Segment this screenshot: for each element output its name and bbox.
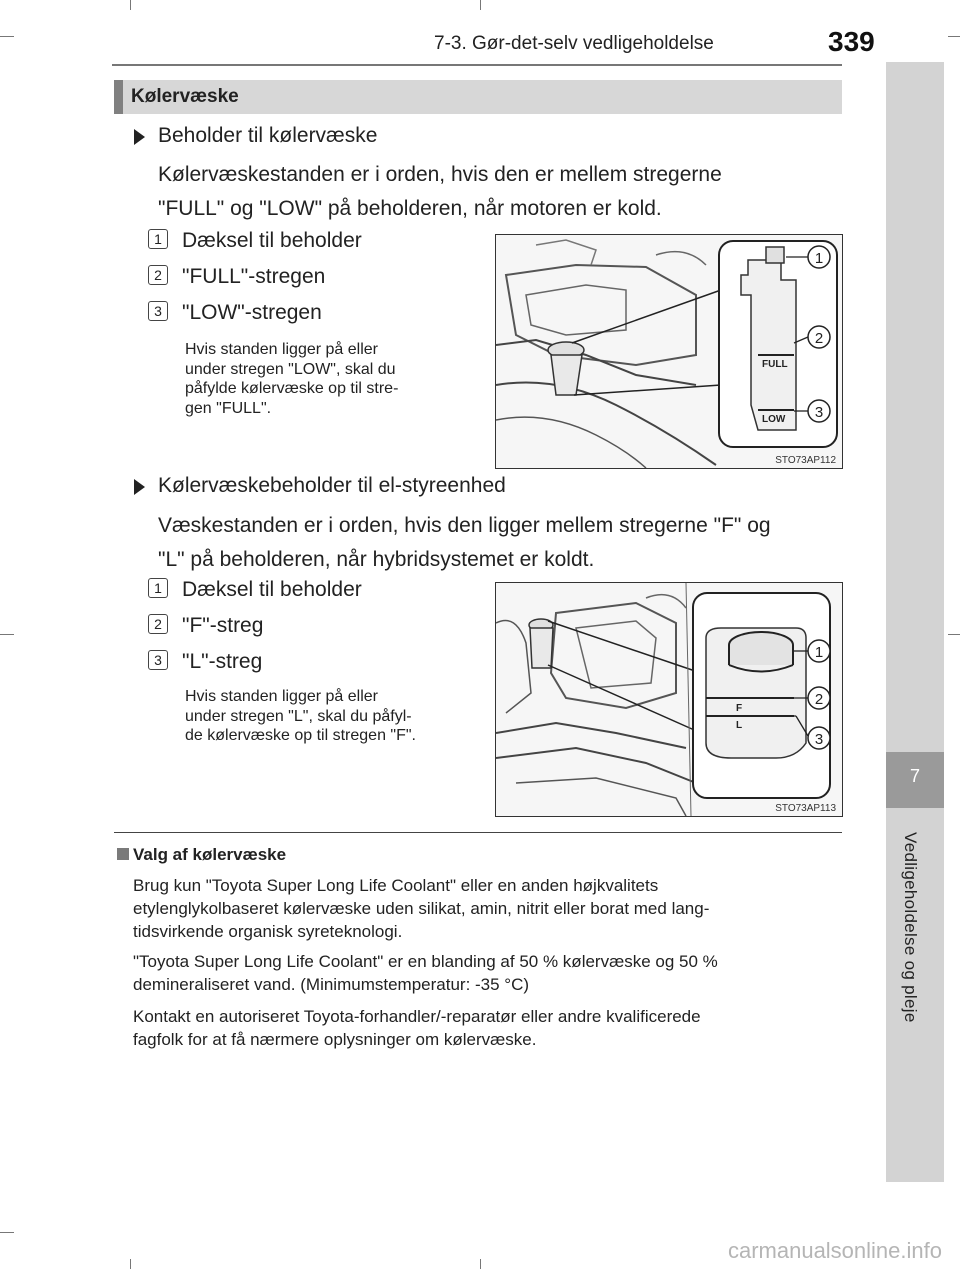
paragraph-line: "FULL" og "LOW" på beholderen, når motoren er kold.	[158, 197, 662, 220]
item-label: "L"-streg	[182, 650, 263, 673]
crop-mark	[948, 634, 960, 635]
engine-bay-illustration	[496, 583, 842, 816]
item-number-badge: 2	[148, 614, 168, 634]
page-number: 339	[828, 26, 875, 57]
item-label: Dæksel til beholder	[182, 578, 362, 601]
callout-number: 3	[814, 404, 824, 421]
section-title: Kølervæske	[131, 86, 239, 107]
note-line: Hvis standen ligger på eller	[185, 341, 378, 358]
item-label: "F"-streg	[182, 614, 264, 637]
header-section-title: 7-3. Gør-det-selv vedligeholdelse	[434, 33, 714, 54]
section-title-accent	[114, 80, 123, 114]
bullet-heading-inverter-reservoir: Kølervæskebeholder til el-styreenhed	[158, 474, 506, 497]
note-line: påfylde kølervæske op til stre-	[185, 380, 399, 397]
crop-mark	[0, 36, 14, 37]
crop-mark	[0, 1232, 14, 1233]
block2-paragraph	[158, 509, 838, 577]
engine-bay-illustration	[496, 235, 842, 468]
header-divider	[112, 64, 842, 66]
bullet-triangle-icon	[134, 479, 145, 495]
item-label: "LOW"-stregen	[182, 301, 322, 324]
paragraph-line: tidsvirkende organisk syreteknologi.	[133, 922, 403, 941]
low-mark-label: LOW	[762, 414, 786, 425]
callout-number: 3	[814, 731, 824, 748]
item-number-badge: 2	[148, 265, 168, 285]
block2-note	[185, 687, 470, 746]
figure-code: STO73AP113	[775, 803, 836, 814]
coolant-paragraph-1	[133, 874, 838, 943]
coolant-paragraph-2	[133, 950, 838, 996]
paragraph-line: demineraliseret vand. (Minimumstemperatur: -35 °C)	[133, 975, 530, 994]
callout-number: 2	[814, 330, 824, 347]
crop-mark	[480, 0, 481, 10]
paragraph-line: "Toyota Super Long Life Coolant" er en blanding af 50 % kølervæske og 50 %	[133, 952, 718, 971]
note-line: gen "FULL".	[185, 399, 272, 417]
watermark-text: carmanualsonline.info	[727, 1238, 942, 1263]
chapter-number: 7	[909, 766, 920, 786]
figure-coolant-reservoir	[495, 234, 843, 469]
note-line: Hvis standen ligger på eller	[185, 688, 378, 705]
item-label: "FULL"-stregen	[182, 265, 326, 288]
paragraph-line: Væskestanden er i orden, hvis den ligger mellem stregerne "F" og	[158, 514, 771, 537]
item-label: Dæksel til beholder	[182, 229, 362, 252]
item-number-badge: 3	[148, 650, 168, 670]
crop-mark	[0, 634, 14, 635]
paragraph-line: Kølervæskestanden er i orden, hvis den er mellem stregerne	[158, 163, 722, 186]
square-bullet-icon	[117, 848, 129, 860]
paragraph-line: "L" på beholderen, når hybridsystemet er koldt.	[158, 548, 595, 571]
block1-paragraph	[158, 158, 838, 226]
note-line: under stregen "LOW", skal du	[185, 360, 396, 378]
f-mark-label: F	[736, 703, 743, 714]
paragraph-line: Brug kun "Toyota Super Long Life Coolant" eller en anden højkvalitets	[133, 876, 659, 895]
section-divider	[114, 832, 842, 833]
chapter-title: Vedligeholdelse og pleje	[901, 832, 920, 1023]
l-mark-label: L	[736, 720, 743, 731]
crop-mark	[948, 36, 960, 37]
subsection-title: Valg af kølervæske	[133, 845, 287, 864]
item-number-badge: 1	[148, 229, 168, 249]
coolant-paragraph-3	[133, 1005, 838, 1051]
item-number-badge: 3	[148, 301, 168, 321]
block1-note	[185, 340, 463, 418]
crop-mark	[130, 1259, 131, 1269]
callout-number: 1	[814, 250, 824, 267]
crop-mark	[130, 0, 131, 10]
full-mark-label: FULL	[762, 359, 788, 370]
callout-number: 2	[814, 691, 824, 708]
crop-mark	[480, 1259, 481, 1269]
bullet-heading-reservoir: Beholder til kølervæske	[158, 124, 378, 147]
paragraph-line: fagfolk for at få nærmere oplysninger om kølervæske.	[133, 1030, 537, 1049]
item-number-badge: 1	[148, 578, 168, 598]
figure-inverter-coolant-reservoir	[495, 582, 843, 817]
paragraph-line: Kontakt en autoriseret Toyota-forhandler/-reparatør eller andre kvalificerede	[133, 1007, 701, 1026]
note-line: under stregen "L", skal du påfyl-	[185, 707, 412, 725]
bullet-triangle-icon	[134, 129, 145, 145]
figure-code: STO73AP112	[775, 455, 836, 466]
note-line: de kølervæske op til stregen "F".	[185, 727, 416, 744]
paragraph-line: etylenglykolbaseret kølervæske uden silikat, amin, nitrit eller borat med lang-	[133, 899, 710, 918]
callout-number: 1	[814, 644, 824, 661]
